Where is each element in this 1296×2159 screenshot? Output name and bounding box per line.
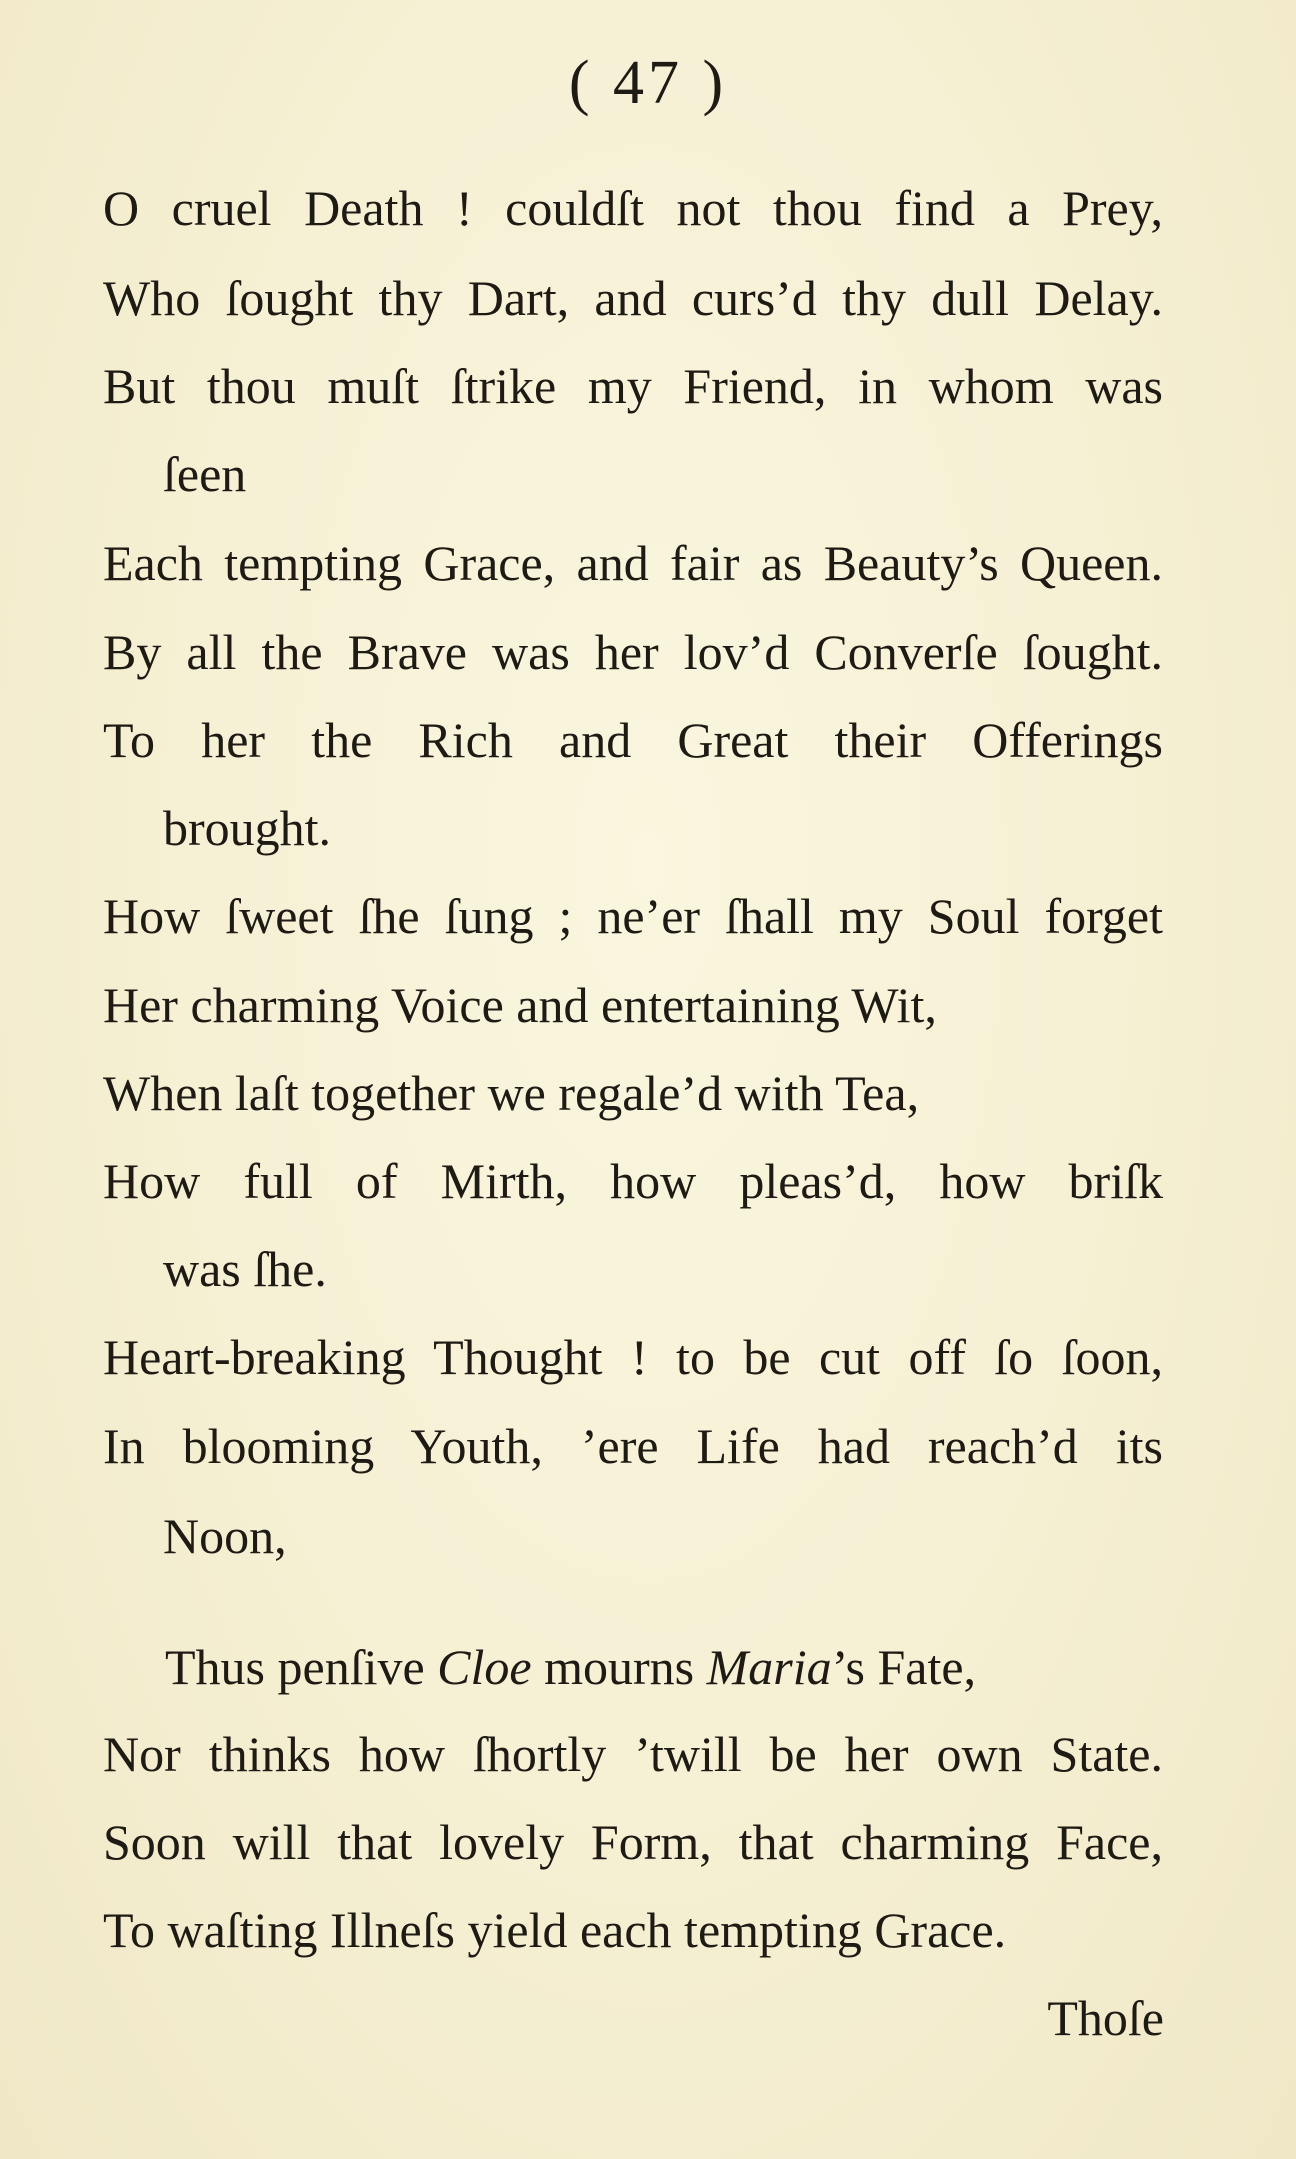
verse-line-3-continuation: ſeen bbox=[163, 446, 247, 502]
stanza-2-text-c: ’s Fate, bbox=[831, 1639, 977, 1695]
verse-line-12-continuation: Noon, bbox=[163, 1508, 287, 1564]
stanza-2-text-b: mourns bbox=[531, 1639, 707, 1695]
stanza-2-first-line bbox=[165, 1637, 976, 1697]
stanza-2-line-3: Soon will that lovely Form, that charming Face, bbox=[103, 1814, 1163, 1870]
stanza-2-line-2: Nor thinks how ſhortly ’twill be her own State. bbox=[103, 1726, 1163, 1782]
verse-line-12: In blooming Youth, ’ere Life had reach’d its bbox=[103, 1418, 1163, 1474]
name-maria: Maria bbox=[706, 1639, 832, 1695]
stanza-2-line-4: To waſting Illneſs yield each tempting Grace. bbox=[103, 1902, 1007, 1958]
verse-line-11: Heart-breaking Thought ! to be cut off ſo ſoon, bbox=[103, 1329, 1163, 1385]
verse-line-9: When laſt together we regale’d with Tea, bbox=[103, 1065, 920, 1121]
catchword: Thoſe bbox=[1047, 1990, 1164, 2046]
verse-line-1: O cruel Death ! couldſt not thou find a Prey, bbox=[103, 180, 1163, 236]
verse-line-7: How ſweet ſhe ſung ; ne’er ſhall my Soul forget bbox=[103, 888, 1163, 944]
verse-line-2: Who ſought thy Dart, and curs’d thy dull Delay. bbox=[103, 270, 1163, 326]
verse-line-5: By all the Brave was her lov’d Converſe ſought. bbox=[103, 624, 1163, 680]
verse-line-10: How full of Mirth, how pleas’d, how briſk bbox=[103, 1153, 1163, 1209]
verse-line-8: Her charming Voice and entertaining Wit, bbox=[103, 977, 937, 1033]
verse-line-4: Each tempting Grace, and fair as Beauty’s Queen. bbox=[103, 535, 1163, 591]
page-number: ( 47 ) bbox=[568, 49, 728, 117]
verse-line-6-continuation: brought. bbox=[163, 800, 332, 856]
verse-line-10-continuation: was ſhe. bbox=[163, 1241, 327, 1297]
verse-line-6: To her the Rich and Great their Offerings bbox=[103, 712, 1163, 768]
name-cloe: Cloe bbox=[437, 1639, 532, 1695]
verse-line-3: But thou muſt ſtrike my Friend, in whom was bbox=[103, 358, 1163, 414]
stanza-2-text-a: Thus penſive bbox=[165, 1639, 438, 1695]
